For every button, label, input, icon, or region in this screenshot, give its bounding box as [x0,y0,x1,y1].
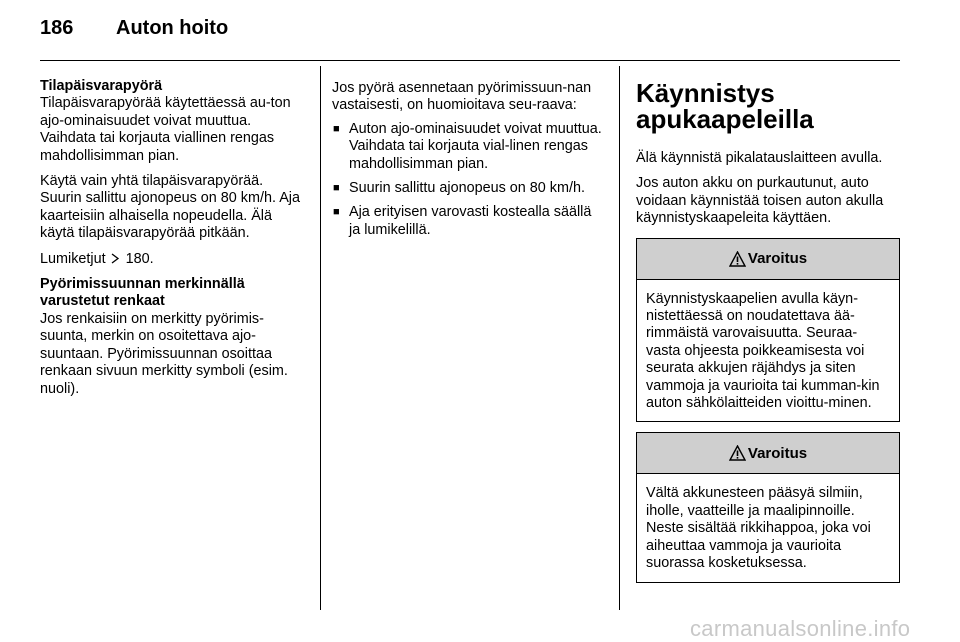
paragraph-no-fast-charger: Älä käynnistä pikalatauslaitteen avulla. [636,150,883,166]
list-item: ■ Auton ajo-ominaisuudet voivat muuttua. Vaihdata tai korjauta vial-linen rengas mahdollisimman pian. [333,120,602,172]
page-header [40,17,228,40]
watermark: carmanualsonline.info [690,616,911,641]
paragraph-spare-wheel-2: Käytä vain yhtä tilapäisvarapyörää. Suurin sallittu ajonopeus on 80 km/h. Aja kaarteisiin alhaisella nopeudella. Älä käytä tilapäisvarapyörää pitkään. [40,173,300,242]
section-title: Auton hoito [116,17,229,39]
warning-text: Vältä akkunesteen pääsyä silmiin, iholle, vaatteille ja maalipinnoille. Neste sisältää rikkihappoa, joka voi aiheuttaa vammoja ja vaurioita suorassa kosketuksessa. [646,485,871,572]
column-divider-1 [320,66,321,610]
column-3 [636,80,900,583]
warning-header [637,239,899,280]
column-divider-2 [619,66,620,610]
paragraph-reverse-mounting: Jos pyörä asennetaan pyörimissuun-nan vastaisesti, on huomioitava seu-raava: [332,80,592,114]
square-bullet-icon: ■ [333,122,340,135]
paragraph-directional-tyres: Jos renkaisiin on merkitty pyörimis-suunta, merkin on osoitettava ajo-suuntaan. Pyörimissuunnan osoittaa renkaan sivuun merkitty symboli (esim. nuoli). [40,310,288,397]
paragraph-spare-wheel-1: Tilapäisvarapyörää käytettäessä au-ton ajo-ominaisuudet voivat muuttua. Vaihdata tai korjauta viallinen rengas mahdollisimman pian. [40,95,291,164]
warning-box-1 [636,238,900,423]
warning-header [637,433,899,474]
reference-arrow-icon [111,253,120,264]
paragraph-jump-start: Jos auton akku on purkautunut, auto voidaan käynnistää toisen auton akulla käynnistyskaapeleita käyttäen. [636,175,884,227]
warning-triangle-icon [729,251,746,267]
section-heading-jump-start: Käynnistys apukaapeleilla [636,78,814,134]
paragraph-snow-chains [40,251,308,268]
heading-spare-wheel: Tilapäisvarapyörä [40,78,163,94]
warning-triangle-icon [729,445,746,461]
warning-label: Varoitus [747,444,808,462]
header-rule [40,60,900,61]
warning-text: Käynnistyskaapelien avulla käyn-nistettäessä on noudatettava ää-rimmäistä varovaisuutta. Seuraa-vasta ohjeesta poikkeamisesta voi seurata akkujen räjähdys ja siten vammoja ja vaurioita tai kumman-kin auton sähkölaitteiden vioittu-minen. [646,290,880,412]
column-1 [40,78,308,406]
bullet-list [332,121,602,239]
snow-chains-label: Lumiketjut [40,250,106,267]
snow-chains-page-ref[interactable]: 180. [125,250,154,267]
list-item: ■ Aja erityisen varovasti kostealla säällä ja lumikelillä. [333,204,592,238]
warning-label: Varoitus [747,249,808,267]
column-2 [332,80,602,246]
list-item: ■ Suurin sallittu ajonopeus on 80 km/h. [333,180,585,197]
square-bullet-icon: ■ [333,206,340,219]
square-bullet-icon: ■ [333,182,340,195]
heading-directional-tyres: Pyörimissuunnan merkinnällä varustetut renkaat [40,276,245,310]
page-number: 186 [40,17,74,39]
warning-box-2 [636,432,900,582]
